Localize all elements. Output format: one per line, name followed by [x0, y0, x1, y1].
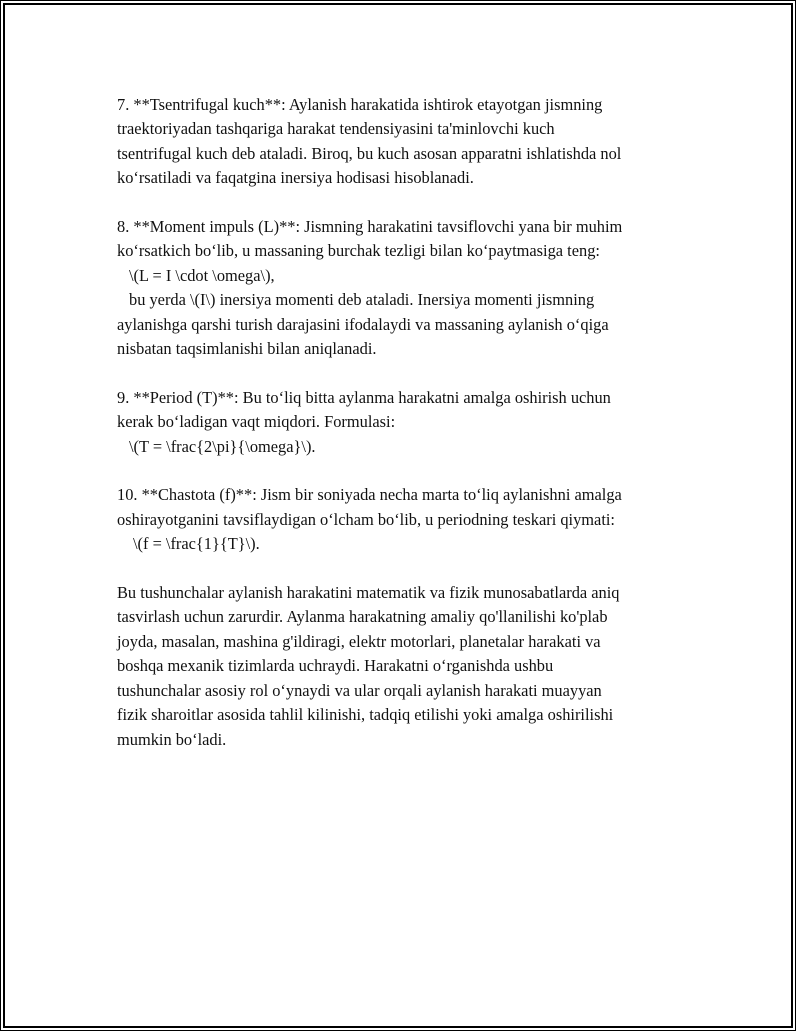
document-body [117, 93, 687, 776]
paragraph-period [117, 386, 687, 459]
text-line: tasvirlash uchun zarurdir. Aylanma harakatning amaliy qo'llanilishi ko'plab [117, 607, 608, 627]
text-line: Bu tushunchalar aylanish harakatini matematik va fizik munosabatlarda aniq [117, 583, 620, 603]
paragraph-centrifugal-force [117, 93, 687, 191]
formula-line: \(f = \frac{1}{T}\). [133, 534, 260, 554]
text-line: 10. **Chastota (f)**: Jism bir soniyada necha marta toʻliq aylanishni amalga [117, 485, 622, 505]
text-line: bu yerda \(I\) inersiya momenti deb ataladi. Inersiya momenti jismning [129, 290, 595, 310]
text-line: 8. **Moment impuls (L)**: Jismning harakatini tavsiflovchi yana bir muhim [117, 217, 623, 237]
formula-line: \(L = I \cdot \omega\), [129, 265, 275, 285]
text-line: aylanishga qarshi turish darajasini ifodalaydi va massaning aylanish oʻqiga [117, 314, 609, 334]
text-line: koʻrsatiladi va faqatgina inersiya hodisasi hisoblanadi. [117, 168, 474, 188]
text-line: 7. **Tsentrifugal kuch**: Aylanish harakatida ishtirok etayotgan jismning [117, 95, 603, 114]
text-line: kerak boʻladigan vaqt miqdori. Formulasi: [117, 412, 396, 432]
text-line: tsentrifugal kuch deb ataladi. Biroq, bu kuch asosan apparatni ishlatishda nol [117, 143, 622, 163]
text-line: joyda, masalan, mashina g'ildiragi, elektr motorlari, planetalar harakati va [117, 631, 601, 651]
text-line: nisbatan taqsimlanishi bilan aniqlanadi. [117, 339, 377, 359]
text-line: traektoriyadan tashqariga harakat tendensiyasini ta'minlovchi kuch [117, 119, 555, 139]
paragraph-summary [117, 581, 687, 752]
text-line: mumkin boʻladi. [117, 729, 227, 749]
text-line: 9. **Period (T)**: Bu toʻliq bitta aylanma harakatni amalga oshirish uchun [117, 387, 611, 407]
text-line: oshirayotganini tavsiflaydigan oʻlcham boʻlib, u periodning teskari qiymati: [117, 509, 615, 529]
text-line: boshqa mexanik tizimlarda uchraydi. Harakatni oʻrganishda ushbu [117, 656, 554, 676]
text-line: koʻrsatkich boʻlib, u massaning burchak tezligi bilan koʻpaytmasiga teng: [117, 241, 600, 261]
paragraph-angular-momentum [117, 215, 687, 361]
paragraph-frequency [117, 483, 687, 556]
text-line: tushunchalar asosiy rol oʻynaydi va ular orqali aylanish harakati muayyan [117, 680, 602, 700]
formula-line: \(T = \frac{2\pi}{\omega}\). [129, 436, 316, 456]
text-line: fizik sharoitlar asosida tahlil kilinishi, tadqiq etilishi yoki amalga oshirilishi [117, 705, 614, 725]
